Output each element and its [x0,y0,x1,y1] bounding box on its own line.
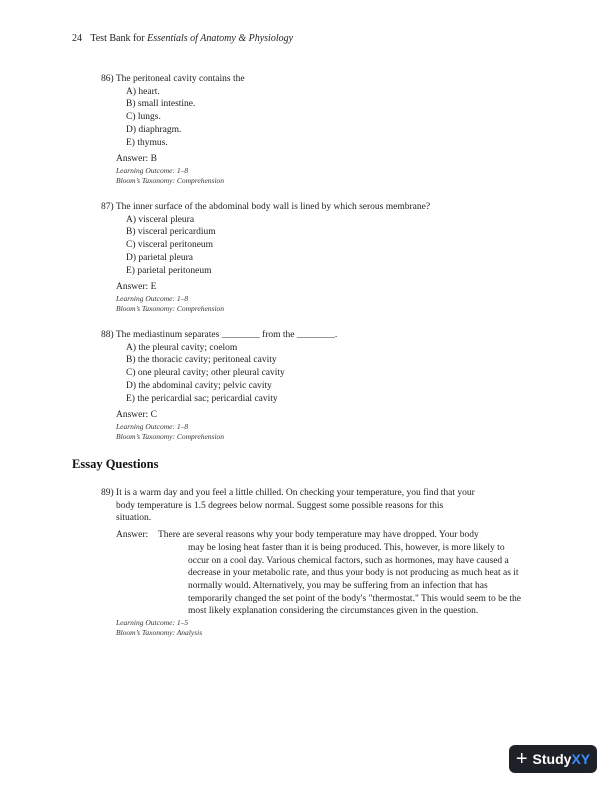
essay-answer-line: most likely explanation considering the circumstances given in the question. [188,606,479,617]
essay-stem-line-3: situation. [116,513,152,524]
page-number: 24 [72,33,82,44]
choice-d: D) diaphragm. [126,124,182,135]
essay-stem-line-1: 89) It is a warm day and you feel a little chilled. On checking your temperature, you find that your [101,488,475,498]
brand-main: Study [532,751,572,767]
answer: Answer: C [116,410,157,421]
essay-answer-line: decrease in your metabolic rate, and thus your body is not producing as much heat as it [188,568,519,579]
section-title-essay: Essay Questions [72,457,159,471]
essay-answer-label: Answer: [116,530,149,541]
blooms-taxonomy: Bloom’s Taxonomy: Comprehension [116,431,225,441]
choice-list [101,214,541,278]
learning-outcome: Learning Outcome: 1–8 [116,293,189,303]
essay-answer-line: There are several reasons why your body temperature may have dropped. Your body [158,530,479,541]
choice-a: A) the pleural cavity; coelom [126,342,238,353]
blooms-taxonomy: Bloom’s Taxonomy: Comprehension [116,175,225,185]
header-book-title: Essentials of Anatomy & Physiology [147,33,294,44]
choice-e: E) the pericardial sac; pericardial cavity [126,393,278,404]
blooms-taxonomy: Bloom’s Taxonomy: Comprehension [116,303,225,313]
essay-answer-line: temporarily changed the set point of the body's "thermostat." This would seem to be the [188,593,522,604]
question-stem: 88) The mediastinum separates ________ from the ________. [101,330,338,340]
learning-outcome: Learning Outcome: 1–8 [116,165,189,175]
essay-answer-line: normally would. Alternatively, you may be suffering from an infection that has [188,580,488,591]
choice-b: B) the thoracic cavity; peritoneal cavity [126,355,277,366]
essay-answer-line: occur on a cool day. Various chemical factors, such as hormones, may have caused a [188,555,509,566]
choice-e: E) thymus. [126,137,168,148]
question-87 [101,201,541,314]
question-stem: 86) The peritoneal cavity contains the [101,74,245,84]
essay-stem-line-2: body temperature is 1.5 degrees below normal. Suggest some possible reasons for this [116,500,444,511]
choice-a: A) heart. [126,86,160,97]
answer: Answer: B [116,154,157,165]
choice-c: C) lungs. [126,112,161,123]
choice-d: D) parietal pleura [126,252,193,263]
essay-answer-line: may be losing heat faster than it is being produced. This, however, is more likely to [188,542,505,553]
brand-accent: XY [571,751,591,767]
studyxy-badge[interactable] [509,745,597,773]
choice-c: C) one pleural cavity; other pleural cavity [126,368,285,379]
choice-list [101,342,541,406]
learning-outcome: Learning Outcome: 1–8 [116,421,189,431]
choice-b: B) visceral pericardium [126,227,216,238]
page-header [72,33,293,44]
question-86 [101,73,541,186]
plus-icon: + [515,748,528,770]
question-88 [101,329,541,442]
essay-answer-text [116,529,541,618]
answer: Answer: E [116,282,157,293]
choice-c: C) visceral peritoneum [126,240,214,251]
choice-list [101,86,541,150]
choice-d: D) the abdominal cavity; pelvic cavity [126,380,272,391]
choice-e: E) parietal peritoneum [126,265,212,276]
blooms-taxonomy: Bloom’s Taxonomy: Analysis [116,628,203,638]
question-89 [101,487,541,638]
essay-answer [101,529,541,618]
header-title-prefix: Test Bank for [90,33,145,44]
choice-a: A) visceral pleura [126,214,195,225]
question-stem: 87) The inner surface of the abdominal body wall is lined by which serous membrane? [101,202,431,212]
learning-outcome: Learning Outcome: 1–5 [116,618,189,628]
choice-b: B) small intestine. [126,99,196,110]
